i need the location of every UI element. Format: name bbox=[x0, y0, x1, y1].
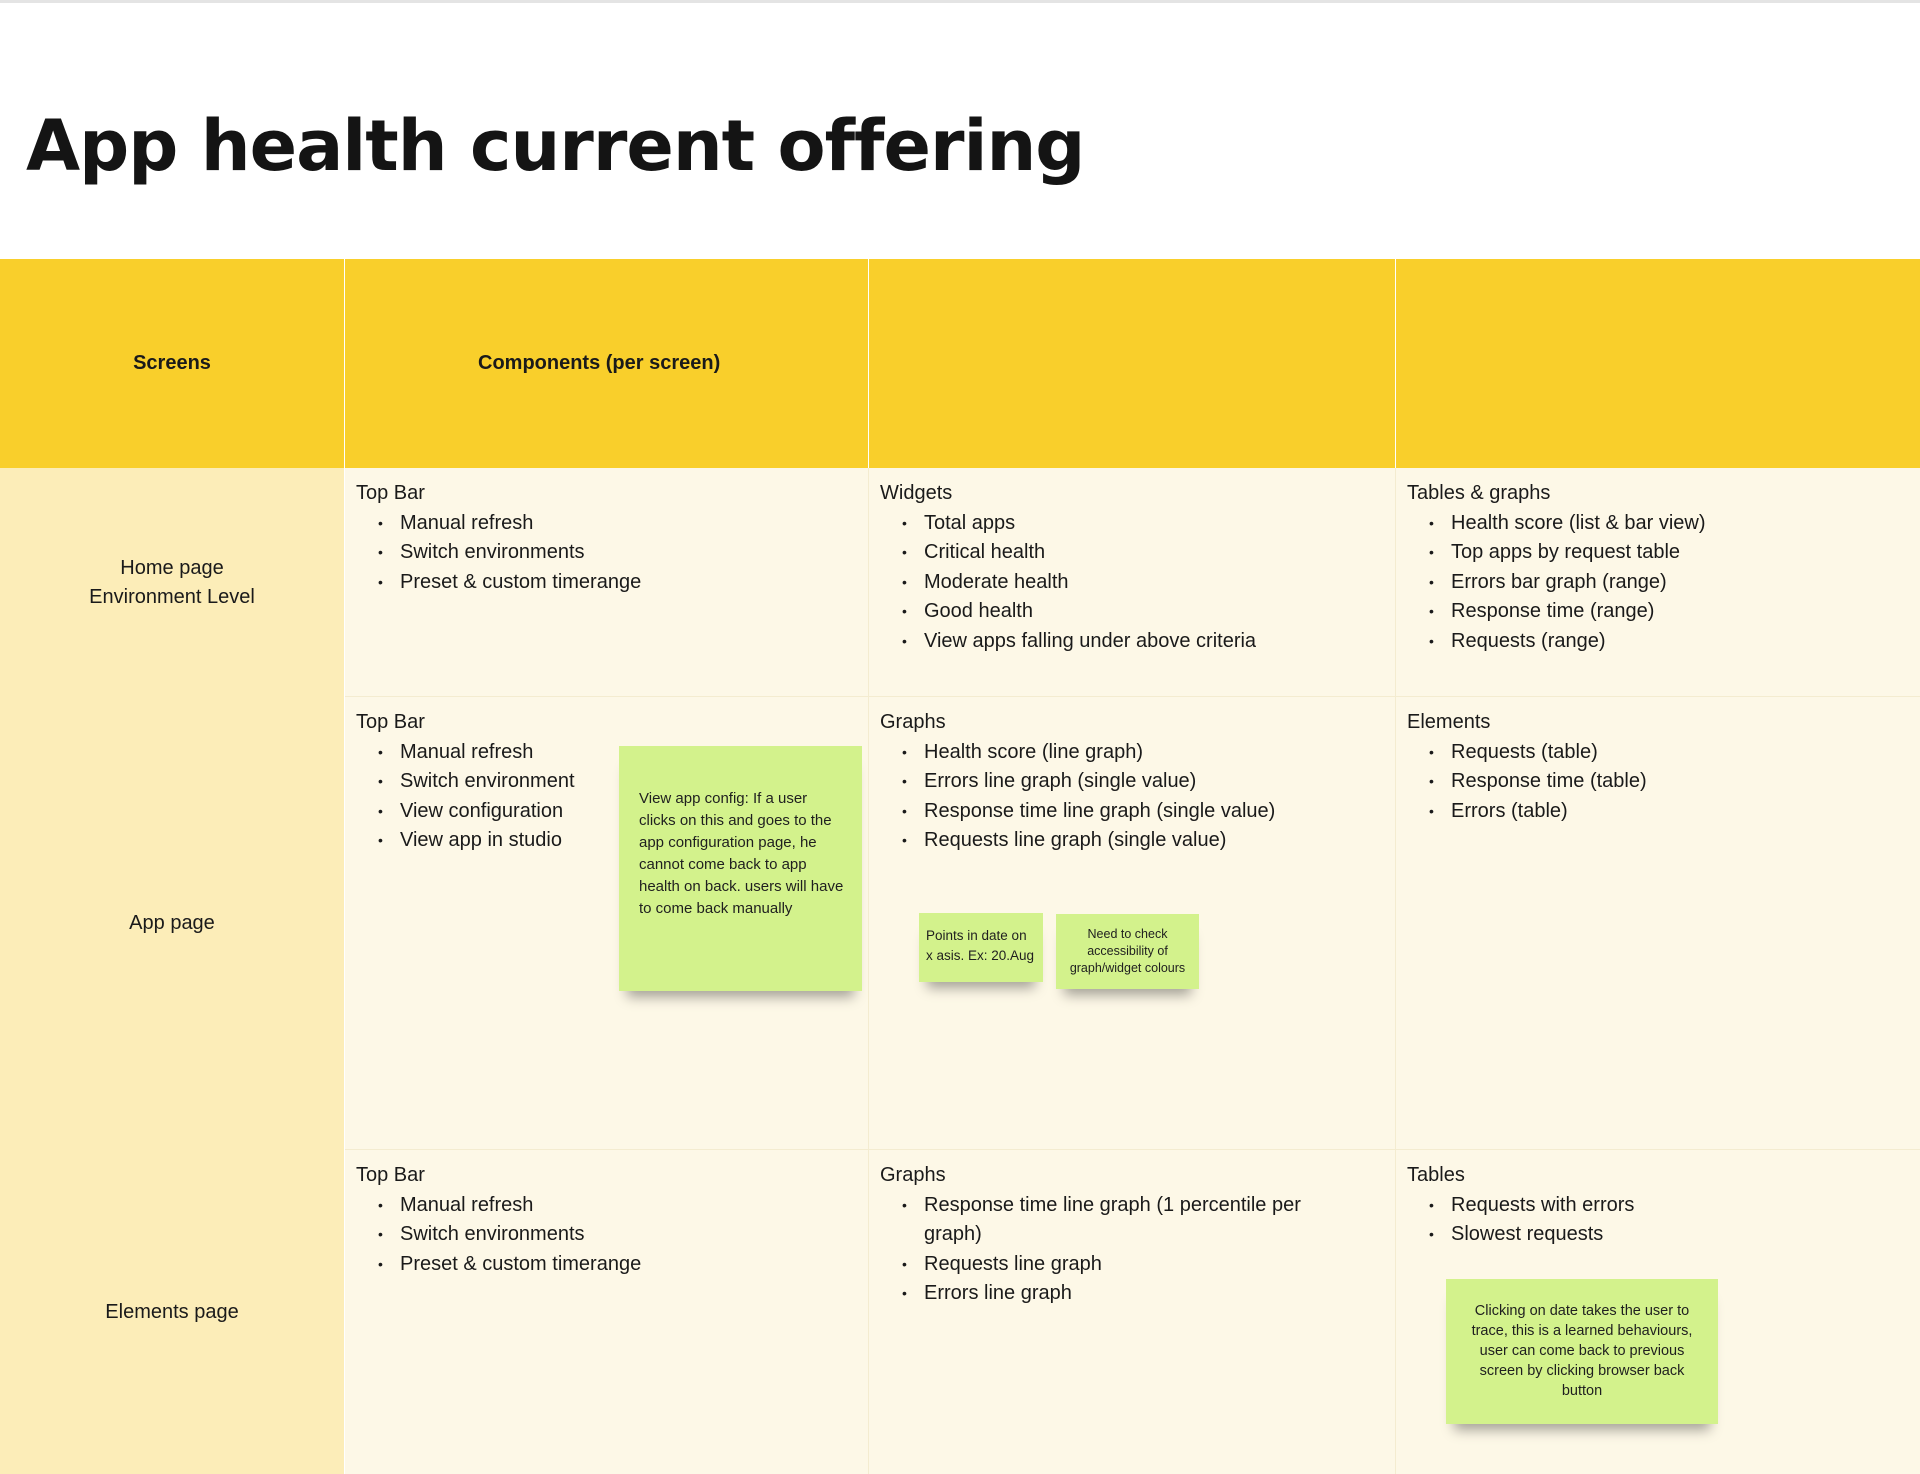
list-item: • Slowest requests bbox=[1451, 1220, 1920, 1250]
list-item: • Requests (range) bbox=[1451, 627, 1920, 657]
cell-title: Graphs bbox=[880, 1164, 946, 1186]
list-item: • Top apps by request table bbox=[1451, 538, 1920, 568]
cell-title: Top Bar bbox=[356, 482, 425, 504]
list-item: • Manual refresh bbox=[400, 1191, 868, 1221]
list-item: • View app in studio bbox=[400, 826, 868, 856]
component-list bbox=[356, 1191, 868, 1280]
cell-title: Tables bbox=[1407, 1164, 1465, 1186]
top-divider bbox=[0, 0, 1920, 3]
list-item: • Response time line graph (single value) bbox=[924, 797, 1395, 827]
component-cell bbox=[345, 1150, 869, 1474]
list-item: • Good health bbox=[924, 597, 1395, 627]
component-cell bbox=[869, 468, 1396, 697]
list-item: • Switch environment bbox=[400, 767, 868, 797]
list-item: • Manual refresh bbox=[400, 738, 868, 768]
screen-label: Elements page bbox=[105, 1300, 239, 1323]
list-item: • Response time (range) bbox=[1451, 597, 1920, 627]
sticky-note-date-points[interactable]: Points in date on x asis. Ex: 20.Aug bbox=[919, 913, 1043, 982]
list-item: • Critical health bbox=[924, 538, 1395, 568]
list-item: • Requests with errors bbox=[1451, 1191, 1920, 1221]
list-item: • Preset & custom timerange bbox=[400, 568, 868, 598]
component-list bbox=[880, 738, 1395, 856]
list-item: • Response time line graph (1 percentile per graph) bbox=[924, 1191, 1344, 1250]
cell-title: Top Bar bbox=[356, 711, 425, 733]
list-item: • Response time (table) bbox=[1451, 767, 1920, 797]
list-item: • Requests line graph bbox=[924, 1250, 1344, 1280]
list-item: • Requests line graph (single value) bbox=[924, 826, 1395, 856]
header-empty-cell bbox=[869, 259, 1395, 468]
component-cell bbox=[1396, 468, 1920, 697]
list-item: • Manual refresh bbox=[400, 509, 868, 539]
header-screens-label: Screens bbox=[133, 352, 211, 374]
cell-title: Tables & graphs bbox=[1407, 482, 1551, 504]
screen-cell-elements bbox=[0, 1150, 344, 1474]
component-list bbox=[1407, 1191, 1920, 1250]
list-item: • View configuration bbox=[400, 797, 868, 827]
list-item: • Errors line graph bbox=[924, 1279, 1344, 1309]
list-item: • Errors (table) bbox=[1451, 797, 1920, 827]
screen-label: Home page Environment Level bbox=[89, 556, 255, 608]
component-list bbox=[1407, 738, 1920, 827]
component-list bbox=[880, 509, 1395, 657]
page-title: App health current offering bbox=[26, 105, 1085, 187]
list-item: • Health score (list & bar view) bbox=[1451, 509, 1920, 539]
list-item: • Switch environments bbox=[400, 538, 868, 568]
header-components-label: Components (per screen) bbox=[478, 352, 721, 374]
component-list bbox=[1407, 509, 1920, 657]
sticky-note-date-click[interactable]: Clicking on date takes the user to trace, this is a learned behaviours, user can come back to previous screen by clicking browser back button bbox=[1446, 1279, 1718, 1424]
component-list bbox=[880, 1191, 1344, 1309]
list-item: • Health score (line graph) bbox=[924, 738, 1395, 768]
component-cell bbox=[869, 1150, 1396, 1474]
list-item: • Errors line graph (single value) bbox=[924, 767, 1395, 797]
offering-table bbox=[0, 259, 1920, 1474]
screen-label: App page bbox=[129, 912, 215, 934]
header-empty-cell bbox=[1396, 259, 1920, 468]
cell-title: Top Bar bbox=[356, 1164, 425, 1186]
component-cell bbox=[345, 468, 869, 697]
sticky-note-accessibility[interactable]: Need to check accessibility of graph/widget colours bbox=[1056, 914, 1199, 989]
screen-cell-home bbox=[0, 468, 344, 697]
list-item: • Total apps bbox=[924, 509, 1395, 539]
list-item: • View apps falling under above criteria bbox=[924, 627, 1395, 657]
list-item: • Preset & custom timerange bbox=[400, 1250, 868, 1280]
list-item: • Errors bar graph (range) bbox=[1451, 568, 1920, 598]
screen-cell-app bbox=[0, 697, 344, 1150]
list-item: • Requests (table) bbox=[1451, 738, 1920, 768]
component-cell bbox=[1396, 697, 1920, 1150]
sticky-note-view-config[interactable]: View app config: If a user clicks on this and goes to the app configuration page, he cannot come back to app health on back. users will have to come back manually bbox=[619, 746, 862, 991]
cell-title: Elements bbox=[1407, 711, 1491, 733]
cell-title: Widgets bbox=[880, 482, 953, 504]
list-item: • Switch environments bbox=[400, 1220, 868, 1250]
cell-title: Graphs bbox=[880, 711, 946, 733]
component-list bbox=[356, 509, 868, 598]
list-item: • Moderate health bbox=[924, 568, 1395, 598]
